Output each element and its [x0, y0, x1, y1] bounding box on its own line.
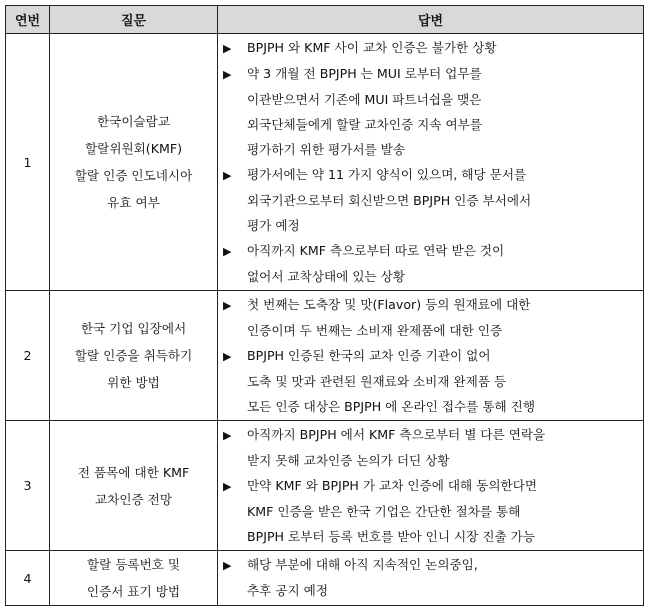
answer-line [223, 162, 639, 188]
answer-text: 평가서에는 약 11 가지 양식이 있으며, 해당 문서를 [247, 167, 527, 182]
answer-text: 추후 공지 예정 [247, 583, 328, 598]
answer-text: BPJPH 와 KMF 사이 교차 인증은 불가한 상황 [247, 40, 497, 55]
answer-bullet [223, 61, 639, 162]
answer-bullet [223, 35, 639, 61]
row-number: 4 [6, 551, 50, 606]
answer-text: 아직까지 KMF 측으로부터 따로 연락 받은 것이 [247, 243, 505, 258]
header-row [6, 6, 644, 34]
answer-line [223, 213, 639, 238]
answer-bullet [223, 552, 639, 603]
answer-line [223, 552, 639, 578]
answer-line [223, 35, 639, 61]
bullet-arrow-icon: ▶ [223, 429, 232, 442]
answer-line [223, 422, 639, 448]
question-line: 한국 기업 입장에서 [80, 321, 187, 336]
question-cell [50, 421, 218, 551]
question-line: 교차인증 전망 [95, 491, 172, 507]
answer-text: 약 3 개월 전 BPJPH 는 MUI 로부터 업무를 [247, 66, 482, 81]
answer-line [223, 394, 639, 419]
header-number: 연번 [6, 6, 50, 34]
answer-text: 첫 번째는 도축장 및 맛(Flavor) 등의 원재료에 대한 [247, 297, 531, 312]
answer-text: 이관받으면서 기존에 MUI 파트너쉽을 맺은 [247, 92, 482, 107]
answer-text: 해당 부분에 대해 아직 지속적인 논의중임, [247, 557, 478, 572]
answer-bullet [223, 343, 639, 419]
answer-text: KMF 인증을 받은 한국 기업은 간단한 절차를 통해 [247, 504, 521, 519]
answer-text: 모든 인증 대상은 BPJPH 에 온라인 접수를 통해 진행 [247, 399, 536, 414]
question-cell [50, 34, 218, 291]
answer-bullet [223, 162, 639, 238]
question-cell [50, 291, 218, 421]
bullet-arrow-icon: ▶ [223, 42, 232, 55]
answer-text: 받지 못해 교차인증 논의가 더딘 상황 [247, 453, 450, 468]
bullet-arrow-icon: ▶ [223, 299, 232, 312]
bullet-arrow-icon: ▶ [223, 169, 232, 182]
qa-table [5, 5, 644, 606]
header-question: 질문 [50, 6, 218, 34]
bullet-arrow-icon: ▶ [223, 68, 232, 81]
answer-line [223, 238, 639, 264]
question-line: 할랄 인증을 취득하기 [74, 348, 193, 363]
answer-text: 만약 KMF 와 BPJPH 가 교차 인증에 대해 동의한다면 [247, 478, 538, 493]
header-answer: 답변 [218, 6, 644, 34]
answer-line [223, 343, 639, 369]
answer-line [223, 188, 639, 213]
row-number: 1 [6, 34, 50, 291]
question-cell [50, 551, 218, 606]
answer-text: 평가 예정 [247, 218, 300, 233]
bullet-arrow-icon: ▶ [223, 480, 232, 493]
question-line: 인증서 표기 방법 [86, 584, 181, 599]
answer-text: 아직까지 BPJPH 에서 KMF 측으로부터 별 다른 연락을 [247, 427, 546, 442]
answer-line [223, 87, 639, 112]
answer-bullet [223, 238, 639, 289]
row-number: 2 [6, 291, 50, 421]
answer-cell [218, 34, 644, 291]
answer-line [223, 524, 639, 549]
answer-line [223, 61, 639, 87]
answer-line [223, 137, 639, 162]
table-row [6, 421, 644, 551]
answer-text: BPJPH 로부터 등록 번호를 받아 인니 시장 진출 가능 [247, 529, 536, 544]
answer-line [223, 578, 639, 603]
question-line: 할랄 등록번호 및 [86, 557, 181, 572]
table-row [6, 291, 644, 421]
bullet-arrow-icon: ▶ [223, 350, 232, 363]
answer-cell [218, 551, 644, 606]
table-body [6, 34, 644, 606]
answer-text: 평가하기 위한 평가서를 발송 [247, 142, 405, 157]
answer-text: 외국기관으로부터 회신받으면 BPJPH 인증 부서에서 [247, 193, 532, 208]
answer-line [223, 499, 639, 524]
question-line: 할랄 인증 인도네시아 [74, 168, 193, 183]
answer-text: 인증이며 두 번째는 소비재 완제품에 대한 인증 [247, 323, 503, 338]
answer-line [223, 292, 639, 318]
table-header [6, 6, 644, 34]
bullet-arrow-icon: ▶ [223, 245, 232, 258]
table-row [6, 34, 644, 291]
question-line: 위한 방법 [107, 375, 160, 390]
answer-bullet [223, 422, 639, 473]
table-row [6, 551, 644, 606]
answer-line [223, 369, 639, 394]
answer-text: 외국단체들에게 할랄 교차인증 지속 여부를 [247, 117, 482, 132]
answer-line [223, 112, 639, 137]
question-line: 할랄위원회(KMF) [84, 141, 183, 156]
answer-bullet [223, 292, 639, 343]
answer-text: BPJPH 인증된 한국의 교차 인증 기관이 없어 [247, 348, 491, 363]
answer-line [223, 473, 639, 499]
question-line: 전 품목에 대한 KMF [77, 464, 190, 480]
answer-line [223, 318, 639, 343]
answer-line [223, 448, 639, 473]
answer-cell [218, 421, 644, 551]
answer-text: 도축 및 맛과 관련된 원재료와 소비재 완제품 등 [247, 374, 507, 389]
bullet-arrow-icon: ▶ [223, 559, 232, 572]
answer-line [223, 264, 639, 289]
answer-text: 없어서 교착상태에 있는 상황 [247, 269, 405, 284]
row-number: 3 [6, 421, 50, 551]
question-line: 한국이슬람교 [97, 114, 170, 129]
answer-cell [218, 291, 644, 421]
question-line: 유효 여부 [107, 195, 160, 210]
answer-bullet [223, 473, 639, 549]
